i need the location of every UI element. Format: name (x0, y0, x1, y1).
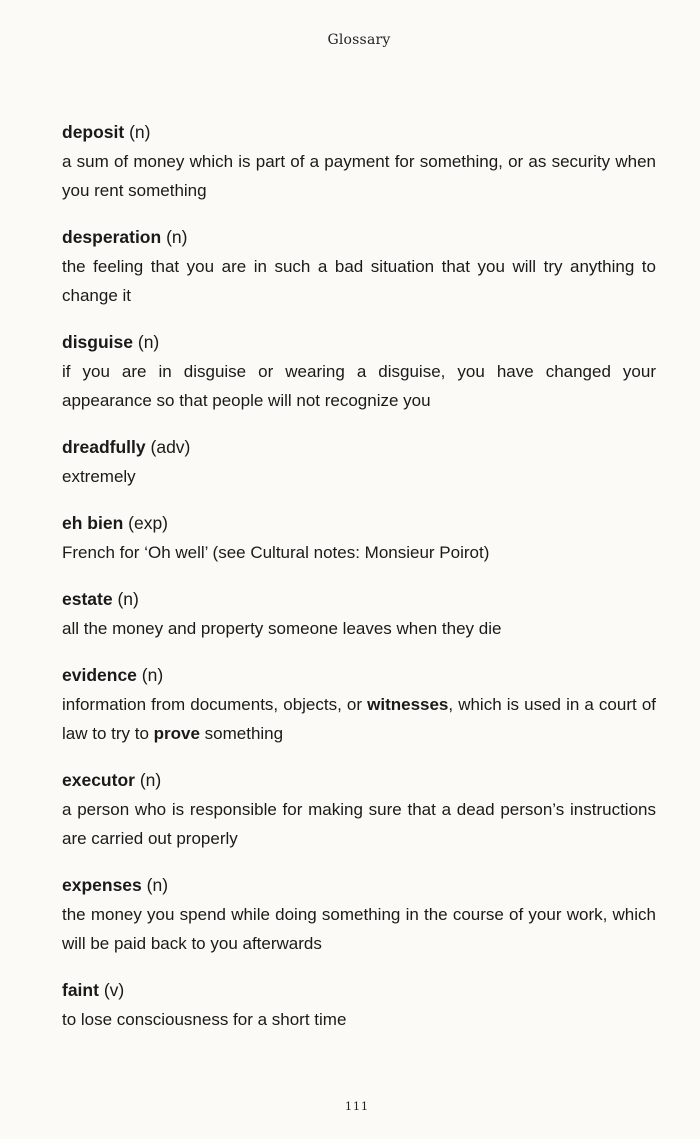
entry-part-of-speech: (n) (139, 770, 162, 790)
entry-part-of-speech: (n) (117, 589, 139, 609)
entry-part-of-speech: (n) (137, 332, 160, 352)
glossary-entry-faint (62, 976, 656, 1034)
entry-definition: extremely (62, 467, 136, 486)
entry-term: eh bien (62, 513, 124, 533)
entry-part-of-speech: (n) (146, 875, 169, 895)
entry-definition: a person who is responsible for making sure that a dead person’s instructions are carried out properly (62, 800, 656, 848)
entry-term: desperation (62, 227, 162, 247)
glossary-entry-deposit (62, 118, 656, 205)
entry-term-line (62, 433, 656, 462)
entry-term-line (62, 328, 656, 357)
entry-part-of-speech: (n) (166, 227, 188, 247)
glossary-entry-estate (62, 585, 656, 643)
running-head: Glossary (327, 32, 391, 48)
entry-part-of-speech: (v) (103, 980, 125, 1000)
entry-term-line (62, 661, 656, 690)
entry-part-of-speech: (exp) (128, 513, 169, 533)
entry-term-line (62, 976, 656, 1005)
entry-definition: a sum of money which is part of a payment for something, or as security when you rent something (62, 152, 656, 200)
entry-part-of-speech: (n) (141, 665, 164, 685)
entry-term: disguise (62, 332, 133, 352)
entry-term-line (62, 118, 656, 147)
glossary-entry-evidence (62, 661, 656, 748)
entry-definition: the feeling that you are in such a bad situation that you will try anything to change it (62, 257, 656, 305)
entry-term: evidence (62, 665, 137, 685)
entry-term: deposit (62, 122, 125, 142)
entry-term-line (62, 223, 656, 252)
entry-term-line (62, 766, 656, 795)
glossary-entry-executor (62, 766, 656, 853)
glossary-entries (62, 118, 656, 1052)
entry-term: dreadfully (62, 437, 146, 457)
glossary-entry-eh-bien (62, 509, 656, 567)
entry-term: expenses (62, 875, 142, 895)
entry-definition: all the money and property someone leaves when they die (62, 619, 502, 638)
entry-term-line (62, 585, 656, 614)
entry-part-of-speech: (n) (129, 122, 151, 142)
definition-text: information from documents, objects, or (62, 695, 368, 714)
entry-term-line (62, 509, 656, 538)
entry-term: executor (62, 770, 135, 790)
entry-term: faint (62, 980, 99, 1000)
cross-reference-prove: prove (153, 724, 200, 743)
definition-text: , which is used in a court of law to try to (62, 695, 656, 743)
entry-definition (62, 690, 656, 748)
definition-text: something (199, 724, 284, 743)
glossary-entry-expenses (62, 871, 656, 958)
glossary-entry-desperation (62, 223, 656, 310)
entry-definition: if you are in disguise or wearing a disguise, you have changed your appearance so that people will not recognize you (62, 362, 656, 410)
entry-definition: to lose consciousness for a short time (62, 1010, 347, 1029)
entry-definition: French for ‘Oh well’ (see Cultural notes: Monsieur Poirot) (62, 543, 490, 562)
entry-term-line (62, 871, 656, 900)
entry-definition: the money you spend while doing something in the course of your work, which will be paid back to you afterwards (62, 905, 656, 953)
entry-part-of-speech: (adv) (150, 437, 191, 457)
glossary-entry-dreadfully (62, 433, 656, 491)
entry-term: estate (62, 589, 113, 609)
glossary-entry-disguise (62, 328, 656, 415)
page-number: 111 (345, 1100, 369, 1113)
cross-reference-witnesses: witnesses (367, 695, 449, 714)
